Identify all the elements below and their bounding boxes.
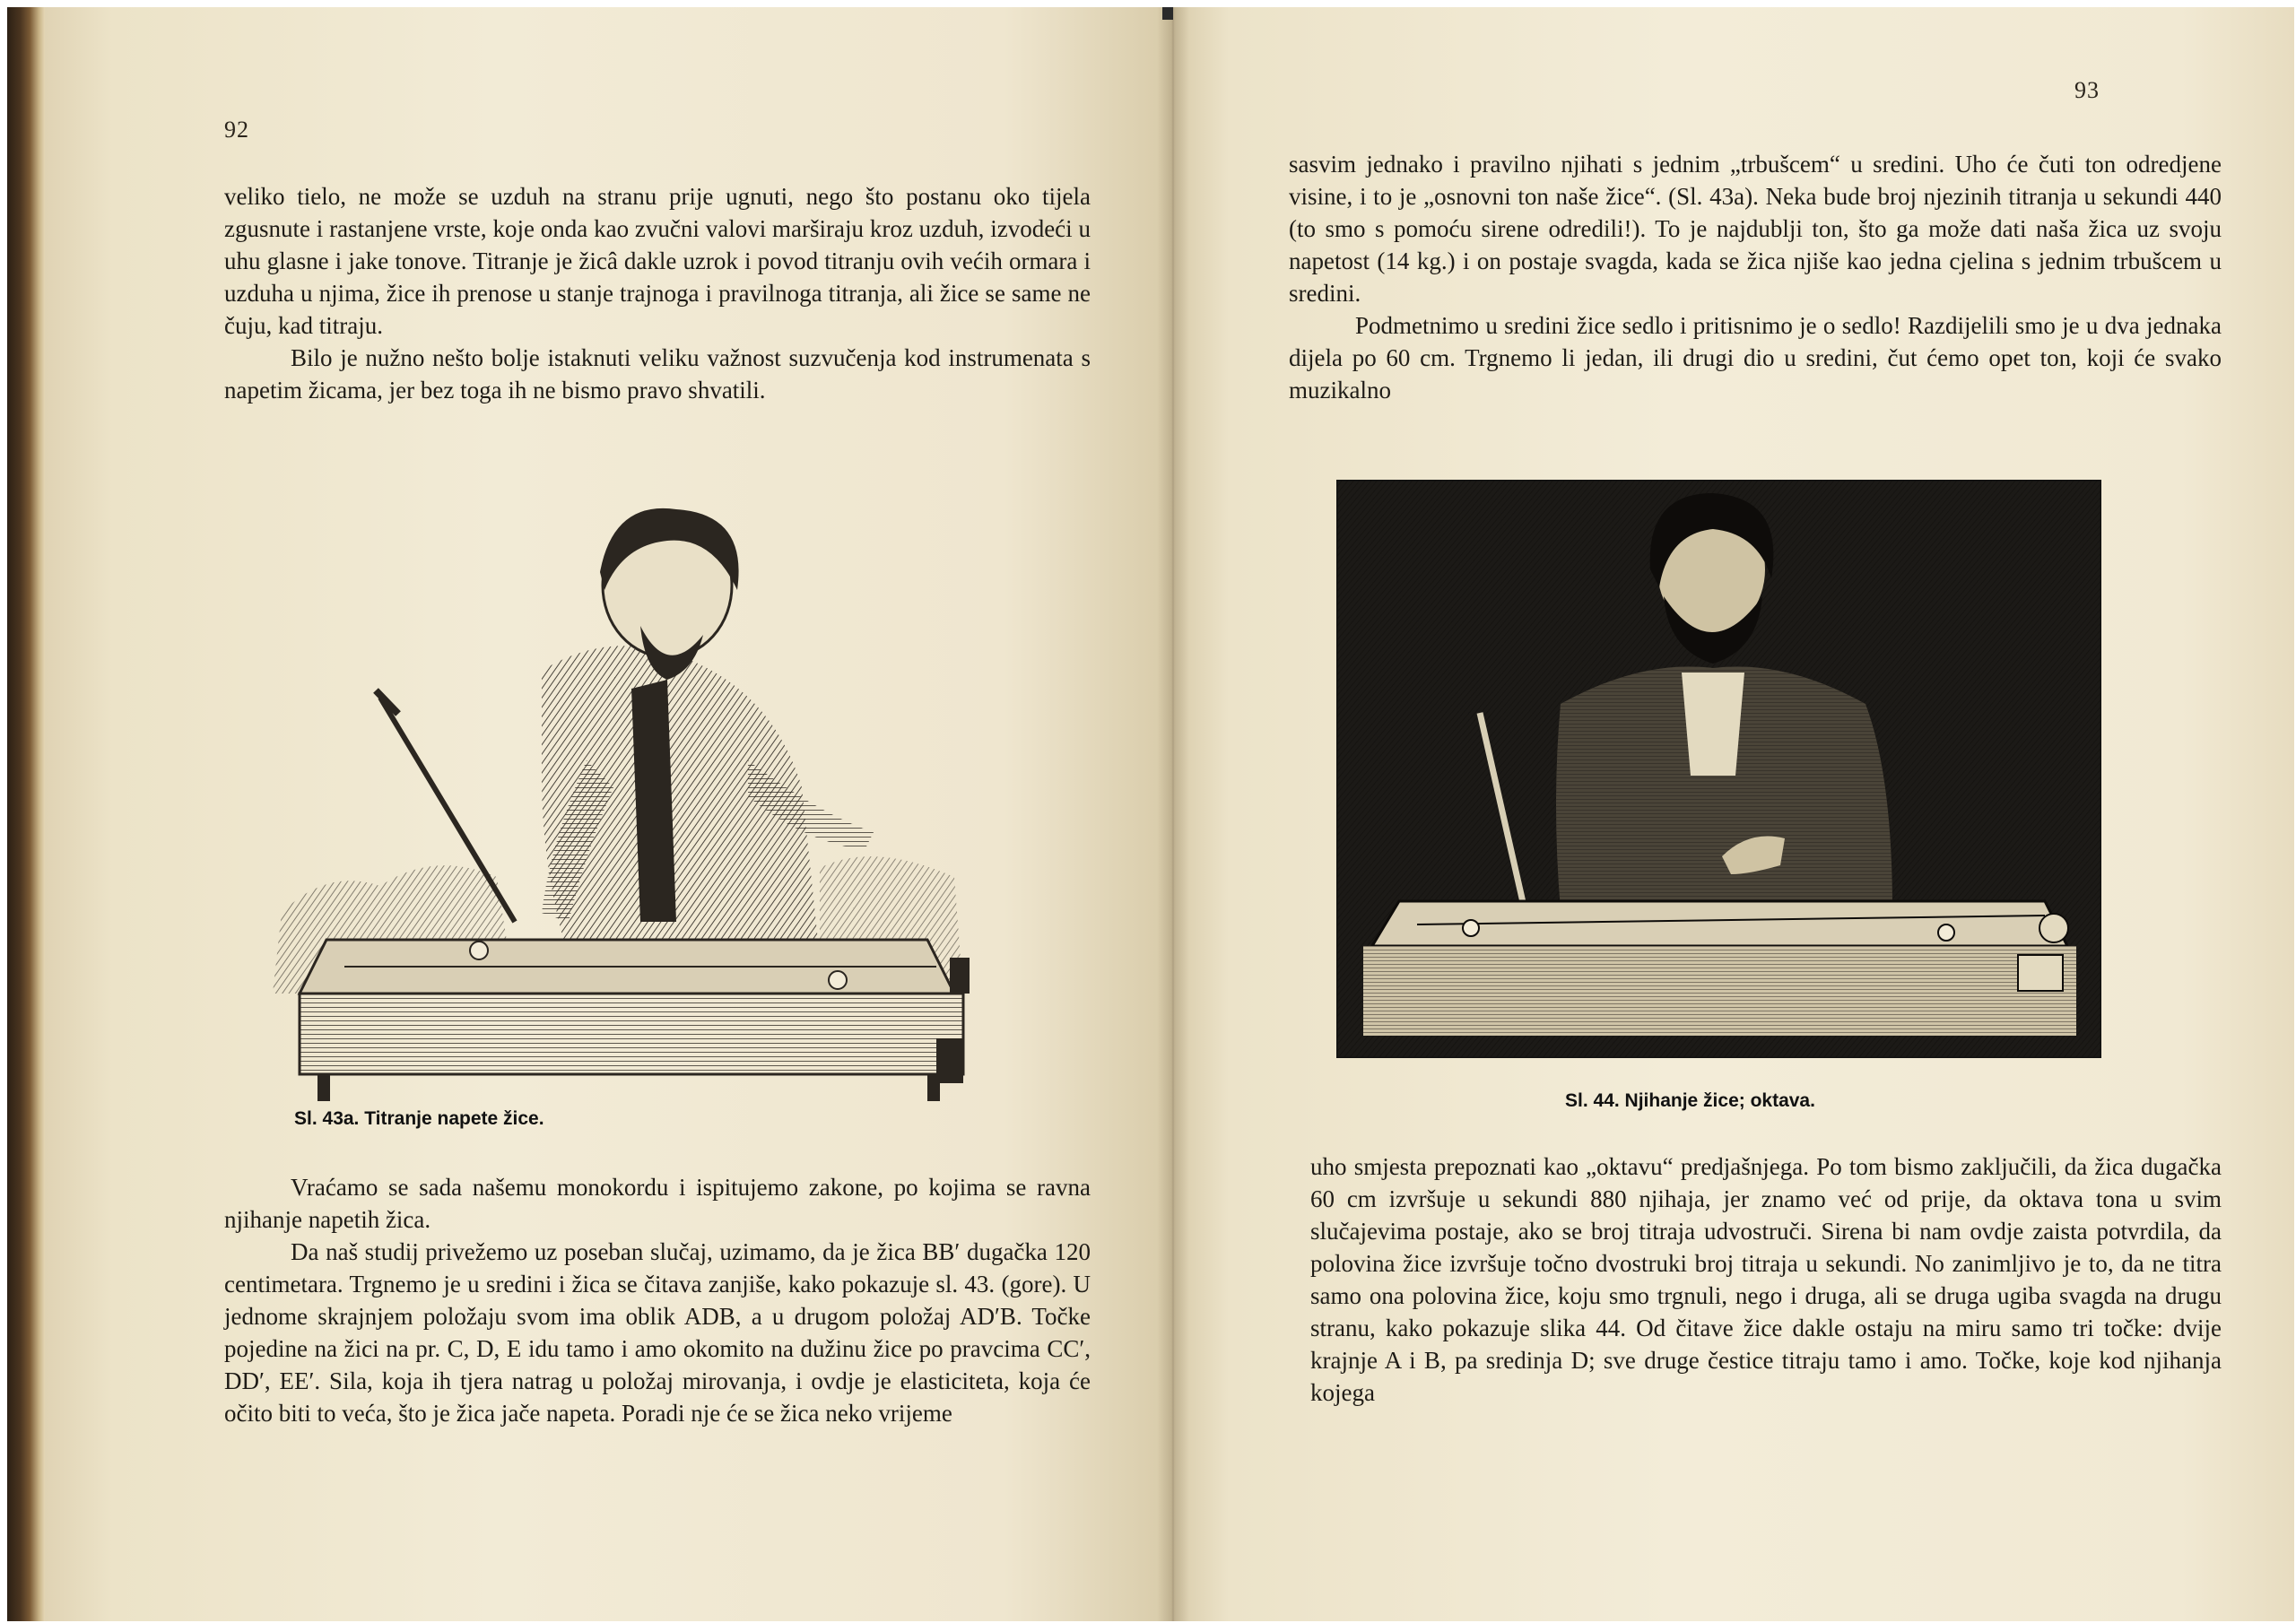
right-paragraph-1: sasvim jednako i pravilno njihati s jednim „trbušcem“ u sredini. Uho će čuti ton odredjene visine, i to je „osnovni ton naše žice“. (Sl. 43a). Neka bude broj njezinih titranja u sekundi 440 (to smo s pomoću sirene odredili!). To je najdublji ton, što ga može dati naša žica uz svoju napetost (14 kg.) i on postaje svagda, kada se žica njiše kao jedna cjelina s jednim trbušcem u sredini.	[1289, 151, 2222, 307]
figure-43a-caption: Sl. 43a. Titranje napete žice.	[294, 1108, 544, 1129]
right-page	[1173, 7, 2294, 1621]
left-paragraph-4: Da naš studij privežemo uz poseban slučaj, uzimamo, da je žica BB′ dugačka 120 centimetara. Trgnemo je u sredini i žica se čitava zanjiše, kako pokazuje sl. 43. (gore). U jednome skrajnjem položaju svom ima oblik ADB, a u drugom položaj AD′B. Točke pojedine na žici na pr. C, D, E idu tamo i amo okomito na dužinu žice po pravcima CC′, DD′, EE′. Sila, koja ih tjera natrag u položaj mirovanja, i ovdje je elasticiteta, koja će očito biti to veća, što je žica jače napeta. Poradi nje će se žica neko vrijeme	[224, 1238, 1091, 1427]
page-number-right: 93	[2074, 77, 2100, 103]
left-text-bottom	[224, 1171, 1091, 1429]
gutter-ribbon	[1162, 7, 1173, 20]
right-text-bottom	[1310, 1150, 2222, 1409]
right-text-top	[1289, 148, 2222, 406]
page-number-left: 92	[224, 117, 249, 143]
figure-44-engraving	[1336, 480, 2101, 1058]
left-text-top	[224, 180, 1091, 406]
left-page	[45, 7, 1173, 1621]
left-paragraph-2: Bilo je nužno nešto bolje istaknuti veliku važnost suzvučenja kod instrumenata s napetim žicama, jer bez toga ih ne bismo pravo shvatili.	[224, 344, 1091, 404]
right-paragraph-3: uho smjesta prepoznati kao „oktavu“ predjašnjega. Po tom bismo zaključili, da žica dugačka 60 cm izvršuje u sekundi 880 njihaja, jer znamo već od prije, da oktava tona u svim slučajevima postaje, ako se broj titraja udvostruči. Sirena bi nam ovdje zaista potvrdila, da polovina žice izvršuje točno dvostruki broj titraja u sekundi. No zanimljivo je to, da ne titra samo ona polovina žice, koju smo trgnuli, nego i druga, ali se druga ugiba svagda na drugu stranu, kako pokazuje slika 44. Od čitave žice dakle ostaju na miru samo tri točke: dvije krajnje A i B, pa sredinja D; sve druge čestice titraju tamo i amo. Točke, koje kod njihanja kojega	[1310, 1153, 2222, 1406]
right-paragraph-2: Podmetnimo u sredini žice sedlo i pritisnimo je o sedlo! Razdijelili smo je u dva jednaka dijela po 60 cm. Trgnemo li jedan, ili drugi dio u sredini, čut ćemo opet ton, koji će svako muzikalno	[1289, 312, 2222, 404]
book-binding	[7, 7, 45, 1621]
figure-43a-engraving	[246, 491, 1008, 1101]
figure-44-caption: Sl. 44. Njihanje žice; oktava.	[1565, 1090, 1815, 1111]
left-paragraph-1: veliko tielo, ne može se uzduh na stranu prije ugnuti, nego što postanu oko tijela zgusnute i rastanjene vrste, koje onda kao zvučni valovi marširaju kroz uzduh, izvodeći u uhu glasne i jake tonove. Titranje je žicâ dakle uzrok i povod titranju ovih većih ormara i uzduha u njima, žice ih prenose u stanje trajnoga i pravilnoga titranja, ali žice se same ne čuju, kad titraju.	[224, 183, 1091, 339]
left-paragraph-3: Vraćamo se sada našemu monokordu i ispitujemo zakone, po kojima se ravna njihanje napetih žica.	[224, 1174, 1091, 1233]
page-gutter	[1157, 7, 1189, 1621]
